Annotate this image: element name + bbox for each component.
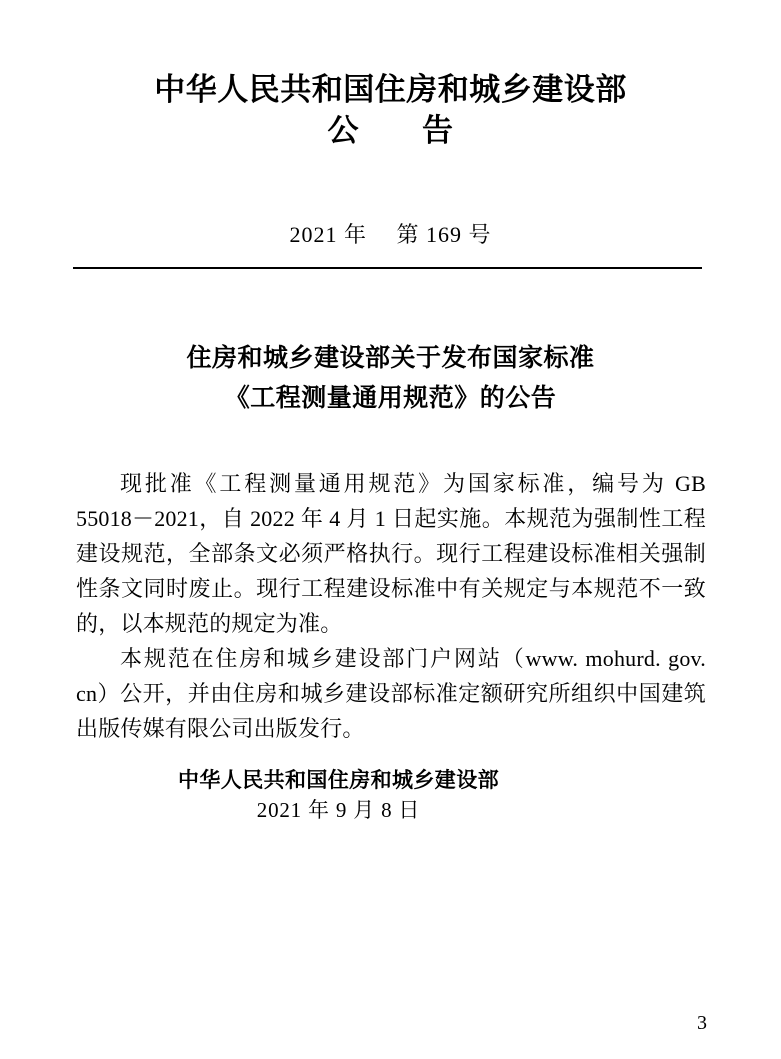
page-title-line-2: 《工程测量通用规范》的公告 <box>224 383 557 412</box>
masthead-organization: 中华人民共和国住房和城乡建设部 <box>154 72 627 108</box>
signature-organization: 中华人民共和国住房和城乡建设部 <box>178 767 499 792</box>
masthead-document-kind: 公 告 <box>327 113 454 149</box>
signature-date: 2021 年 9 月 8 日 <box>256 798 421 822</box>
body-paragraph-1: 现批准《工程测量通用规范》为国家标准，编号为 GB 55018－2021，自 2022 年 4 月 1 日起实施。本规范为强制性工程建设规范，全部条文必须严格执行。现行工程建设标准相关强制性条文同时废止。现行工程建设标准中有关规定与本规范不一致的，以本规范的规定为准。 <box>76 471 706 636</box>
signature-block <box>0 765 781 825</box>
page-title <box>0 338 781 418</box>
masthead <box>0 70 781 152</box>
issue-number: 2021 年 第 169 号 <box>289 222 492 247</box>
body-paragraph-2: 本规范在住房和城乡建设部门户网站（www. mohurd. gov. cn）公开，并由住房和城乡建设部标准定额研究所组织中国建筑出版传媒有限公司出版发行。 <box>76 646 706 741</box>
page-number: 3 <box>697 1012 707 1034</box>
header-divider-rule <box>73 267 702 269</box>
body-content <box>76 466 706 746</box>
page-title-line-1: 住房和城乡建设部关于发布国家标准 <box>186 343 595 372</box>
